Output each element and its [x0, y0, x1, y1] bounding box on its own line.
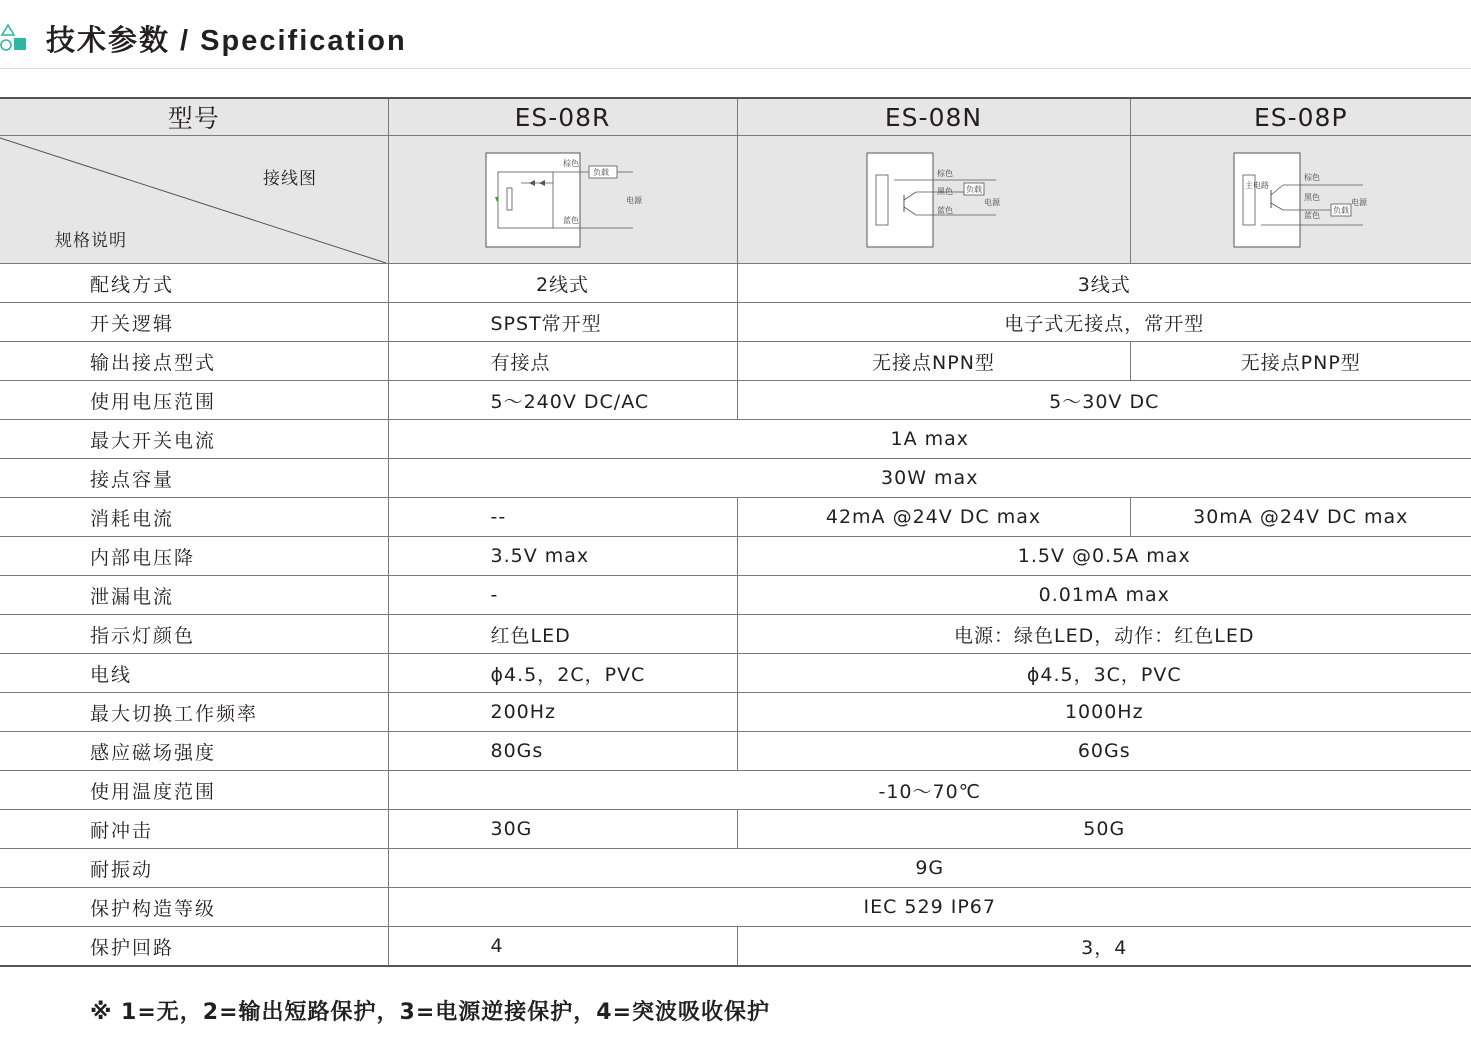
- cell-es08np: 0.01mA max: [737, 576, 1471, 615]
- page-header: [0, 14, 1471, 58]
- r-label-power: 电源: [625, 195, 642, 205]
- cell-es08r: 3.5V max: [388, 537, 737, 576]
- table-row: [0, 264, 1471, 303]
- table-row: [0, 927, 1471, 967]
- row-label: 指示灯颜色: [0, 615, 388, 654]
- row-label: 耐振动: [0, 849, 388, 888]
- wiring-diagram-es08r-cell: [388, 136, 737, 264]
- row-label: 最大切换工作频率: [0, 693, 388, 732]
- model-row: [0, 98, 1471, 136]
- table-row: [0, 303, 1471, 342]
- p-label-blue: 蓝色: [1303, 210, 1320, 220]
- r-label-brown: 棕色: [562, 158, 579, 168]
- wiring-diagram-es08r: [483, 150, 643, 250]
- diagram-corner-cell: [0, 136, 388, 264]
- diagram-row: [0, 136, 1471, 264]
- table-row: [0, 849, 1471, 888]
- cell-es08np: 1000Hz: [737, 693, 1471, 732]
- row-label: 使用电压范围: [0, 381, 388, 420]
- model-es08p: ES-08P: [1130, 98, 1471, 136]
- cell-es08np: 3，4: [737, 927, 1471, 967]
- n-label-blue: 蓝色: [936, 205, 953, 215]
- row-label: 接点容量: [0, 459, 388, 498]
- p-label-power: 电源: [1350, 197, 1367, 207]
- page-title: 技术参数 / Specification: [46, 25, 407, 57]
- wiring-diagram-es08n-cell: [737, 136, 1130, 264]
- row-label: 最大开关电流: [0, 420, 388, 459]
- cell-es08np: ϕ4.5，3C，PVC: [737, 654, 1471, 693]
- row-label: 开关逻辑: [0, 303, 388, 342]
- table-row: [0, 537, 1471, 576]
- cell-es08np: 3线式: [737, 264, 1471, 303]
- cell-es08r: 200Hz: [388, 693, 737, 732]
- row-label: 泄漏电流: [0, 576, 388, 615]
- row-label: 内部电压降: [0, 537, 388, 576]
- table-row: [0, 732, 1471, 771]
- cell-all: 9G: [388, 849, 1471, 888]
- wiring-diagram-es08p: [1231, 150, 1371, 250]
- n-label-power: 电源: [983, 197, 1000, 207]
- row-label: 保护构造等级: [0, 888, 388, 927]
- cell-es08n: 无接点NPN型: [737, 342, 1130, 381]
- wiring-diagram-es08p-cell: [1130, 136, 1471, 264]
- row-label: 保护回路: [0, 927, 388, 967]
- footnote: ※ 1=无，2=输出短路保护，3=电源逆接保护，4=突波吸收保护: [90, 1000, 771, 1025]
- cell-es08r: --: [388, 498, 737, 537]
- cell-es08r: 80Gs: [388, 732, 737, 771]
- corner-label-spec: 规格说明: [55, 231, 127, 251]
- cell-es08r: ϕ4.5，2C，PVC: [388, 654, 737, 693]
- cell-es08r: 5～240V DC/AC: [388, 381, 737, 420]
- cell-es08np: 电子式无接点，常开型: [737, 303, 1471, 342]
- spec-table: [0, 97, 1471, 967]
- cell-es08np: 5～30V DC: [737, 381, 1471, 420]
- p-label-load: 负载: [1332, 205, 1349, 215]
- table-row: [0, 693, 1471, 732]
- cell-es08np: 1.5V @0.5A max: [737, 537, 1471, 576]
- p-label-main-circuit: 主电路: [1244, 180, 1269, 190]
- n-label-black: 黑色: [936, 186, 953, 196]
- cell-es08r: 红色LED: [388, 615, 737, 654]
- cell-es08np: 电源：绿色LED，动作：红色LED: [737, 615, 1471, 654]
- table-row: [0, 576, 1471, 615]
- cell-es08np: 60Gs: [737, 732, 1471, 771]
- cell-es08r: 2线式: [388, 264, 737, 303]
- n-label-load: 负载: [965, 184, 982, 194]
- cell-all: 1A max: [388, 420, 1471, 459]
- row-label: 耐冲击: [0, 810, 388, 849]
- table-row: [0, 810, 1471, 849]
- row-label: 配线方式: [0, 264, 388, 303]
- wiring-diagram-es08n: [864, 150, 1004, 250]
- p-label-brown: 棕色: [1303, 172, 1320, 182]
- row-label: 输出接点型式: [0, 342, 388, 381]
- row-label: 使用温度范围: [0, 771, 388, 810]
- corner-label-wiring: 接线图: [263, 169, 317, 189]
- table-row: [0, 459, 1471, 498]
- cell-es08p: 30mA @24V DC max: [1130, 498, 1471, 537]
- row-label: 电线: [0, 654, 388, 693]
- table-row: [0, 381, 1471, 420]
- model-es08r: ES-08R: [388, 98, 737, 136]
- r-label-blue: 蓝色: [562, 215, 579, 225]
- n-label-brown: 棕色: [936, 168, 953, 178]
- cell-es08r: 4: [388, 927, 737, 967]
- model-es08n: ES-08N: [737, 98, 1130, 136]
- cell-all: 30W max: [388, 459, 1471, 498]
- table-row: [0, 771, 1471, 810]
- cell-es08n: 42mA @24V DC max: [737, 498, 1130, 537]
- cell-es08r: SPST常开型: [388, 303, 737, 342]
- model-label: 型号: [0, 98, 388, 136]
- row-label: 消耗电流: [0, 498, 388, 537]
- table-row: [0, 888, 1471, 927]
- table-row: [0, 342, 1471, 381]
- row-label: 感应磁场强度: [0, 732, 388, 771]
- table-row: [0, 498, 1471, 537]
- cell-es08r: 有接点: [388, 342, 737, 381]
- shapes-logo-icon: [0, 24, 28, 52]
- cell-es08r: 30G: [388, 810, 737, 849]
- cell-es08np: 50G: [737, 810, 1471, 849]
- header-divider: [0, 68, 1471, 69]
- table-row: [0, 654, 1471, 693]
- p-label-black: 黑色: [1303, 192, 1320, 202]
- table-row: [0, 420, 1471, 459]
- cell-all: -10～70℃: [388, 771, 1471, 810]
- cell-es08p: 无接点PNP型: [1130, 342, 1471, 381]
- cell-all: IEC 529 IP67: [388, 888, 1471, 927]
- cell-es08r: -: [388, 576, 737, 615]
- table-row: [0, 615, 1471, 654]
- r-label-load: 负载: [592, 167, 609, 177]
